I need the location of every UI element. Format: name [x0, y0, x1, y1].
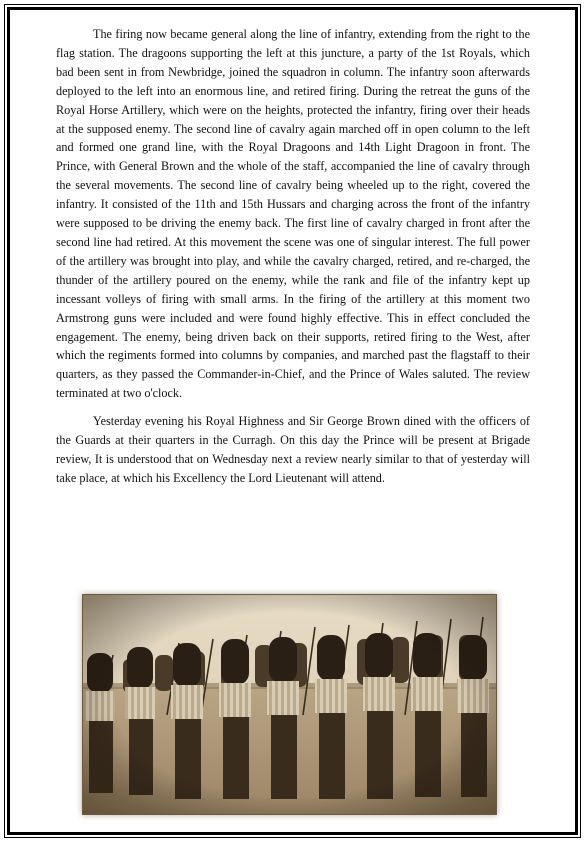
guards-parade-illustration: [83, 595, 496, 814]
paragraph-review-engagement: The firing now became general along the line of infantry, extending from the right to the flag station. The dragoons supporting the left at this juncture, a party of the 1st Royals, which bad been sent in from Newbridge, joined the squadron in column. The infantry soon afterwards deployed to the left into an enormous line, and retired firing. During the retreat the guns of the Royal Horse Artillery, which were on the heights, protected the infantry, firing over their heads at the supposed enemy. The second line of cavalry again marched off in open column to the left and formed one grand line, with the Royal Dragoons and 14th Light Dragoon in front. The Prince, with General Brown and the whole of the staff, accompanied the line of cavalry through the several movements. The second line of cavalry being wheeled up to the right, covered the infantry. It consisted of the 11th and 15th Hussars and charging across the front of the infantry were supposed to be driving the enemy back. The first line of cavalry charged in front after the second line had retired. At this movement the scene was one of singular interest. The full power of the artillery was brought into play, and while the cavalry charged, retired, and re-charged, the thunder of the artillery poured on the enemy, while the rank and file of the infantry kept up incessant volleys of firing with small arms. In the firing of the artillery at this moment two Armstrong guns were included and were found highly effective. This in effect concluded the engagement. The enemy, being driven back on their supports, retired firing to the West, after which the regiments formed into columns by companies, and marched past the flagstaff to their quarters, as they passed the Commander-in-Chief, and the Prince of Wales saluted. The review terminated at two o'clock.: [56, 27, 530, 401]
guards-parade-photo: [82, 594, 497, 815]
article-body: [56, 25, 530, 488]
paragraph-royal-dinner: Yesterday evening his Royal Highness and Sir George Brown dined with the officers of the Guards at their quarters in the Curragh. On this day the Prince will be present at Brigade review, It is understood that on Wednesday next a review nearly similar to that of yesterday will take place, at which his Excellency the Lord Lieutenant will attend.: [56, 414, 530, 485]
